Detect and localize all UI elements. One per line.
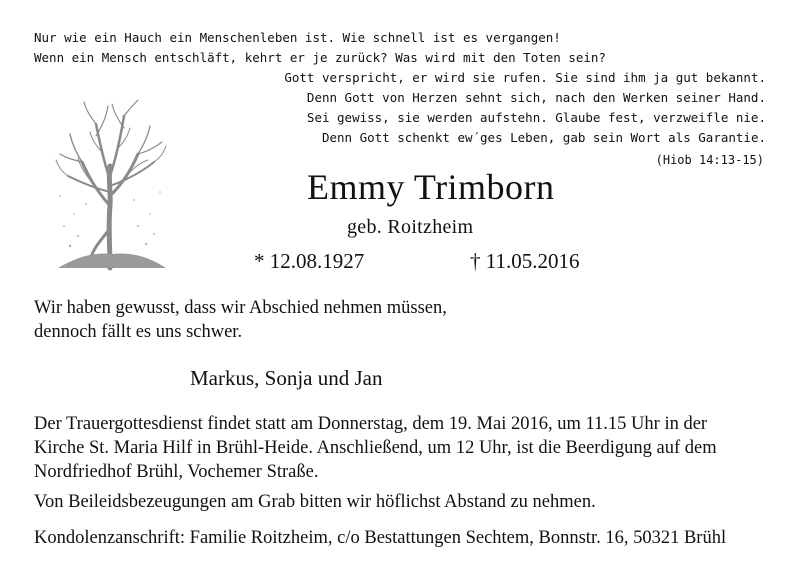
funeral-line: Kirche St. Maria Hilf in Brühl-Heide. Anschließend, um 12 Uhr, ist die Beerdigung auf dem xyxy=(34,438,717,458)
bare-tree-icon xyxy=(50,96,170,274)
poem-line: Wenn ein Mensch entschläft, kehrt er je zurück? Was wird mit den Toten sein? xyxy=(34,50,606,65)
bible-citation: (Hiob 14:13-15) xyxy=(655,153,764,167)
poem-line: Nur wie ein Hauch ein Menschenleben ist. Wie schnell ist es vergangen! xyxy=(34,30,561,45)
poem-line: Sei gewiss, sie werden aufstehn. Glaube fest, verzweifle nie. xyxy=(306,110,766,125)
family-names: Markus, Sonja und Jan xyxy=(190,366,383,390)
poem-line: Denn Gott schenkt ew´ges Leben, gab sein Wort als Garantie. xyxy=(321,130,766,145)
deceased-name: Emmy Trimborn xyxy=(307,167,555,207)
death-date: † 11.05.2016 xyxy=(470,249,580,273)
farewell-line: Wir haben gewusst, dass wir Abschied nehmen müssen, xyxy=(34,298,447,318)
birth-date: * 12.08.1927 xyxy=(254,249,365,273)
funeral-line: Nordfriedhof Brühl, Vochemer Straße. xyxy=(34,462,319,482)
poem-line: Gott verspricht, er wird sie rufen. Sie sind ihm ja gut bekannt. xyxy=(284,70,766,85)
farewell-line: dennoch fällt es uns schwer. xyxy=(34,322,243,342)
condolence-address: Kondolenzanschrift: Familie Roitzheim, c/o Bestattungen Sechtem, Bonnstr. 16, 50321 Brühl xyxy=(34,528,727,548)
birth-name: geb. Roitzheim xyxy=(347,216,474,238)
condolence-note: Von Beileidsbezeugungen am Grab bitten wir höflichst Abstand zu nehmen. xyxy=(34,492,596,512)
funeral-line: Der Trauergottesdienst findet statt am Donnerstag, dem 19. Mai 2016, um 11.15 Uhr in der xyxy=(34,414,708,434)
poem-line: Denn Gott von Herzen sehnt sich, nach den Werken seiner Hand. xyxy=(306,90,766,105)
